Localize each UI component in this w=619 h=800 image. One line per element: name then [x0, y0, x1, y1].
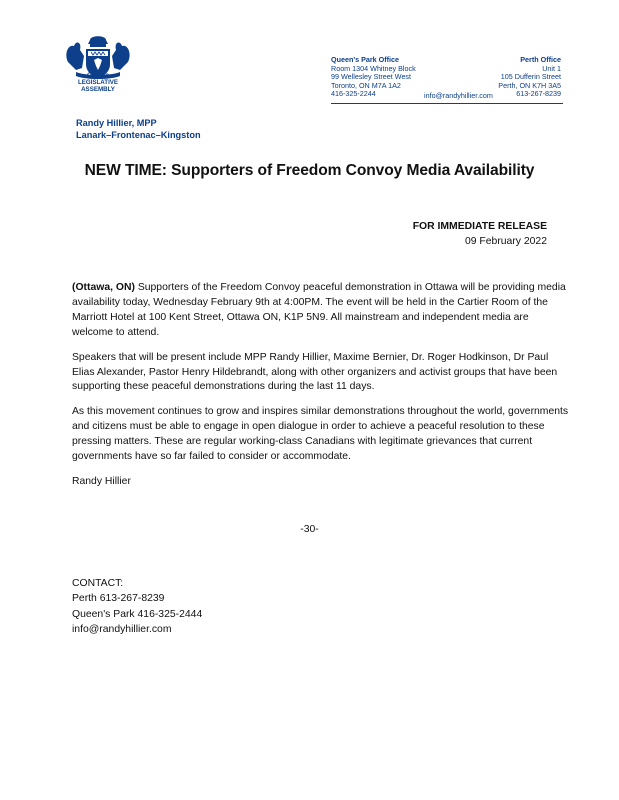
body-text [72, 281, 572, 500]
contact-email[interactable]: info@randyhillier.com [72, 623, 172, 635]
dateline: (Ottawa, ON) [72, 282, 135, 293]
perth-office [498, 56, 561, 99]
contact-label: CONTACT: [72, 578, 124, 589]
office-line: 613-267-8239 [516, 89, 561, 99]
office-line: Toronto, ON M7A 1A2 [331, 80, 401, 90]
office-heading: Queen's Park Office [331, 55, 400, 64]
office-line: Perth, ON K7H 3A5 [498, 80, 561, 90]
mpp-riding: Lanark–Frontenac–Kingston [76, 130, 201, 140]
release-block [413, 219, 547, 249]
office-line: 105 Dufferin Street [500, 72, 561, 82]
assembly-line: ASSEMBLY [81, 86, 115, 93]
paragraph [72, 281, 572, 341]
mpp-block [76, 117, 201, 141]
office-line: 416-325-2244 [331, 89, 376, 99]
letterhead-email[interactable]: info@randyhillier.com [424, 90, 493, 100]
letterhead-rule [331, 103, 563, 104]
office-heading: Perth Office [520, 55, 561, 64]
office-line: Unit 1 [542, 63, 561, 73]
office-line: Room 1304 Whitney Block [331, 63, 416, 73]
signature: Randy Hillier [72, 475, 131, 487]
office-line: 99 Wellesley Street West [331, 72, 412, 82]
paragraph-text: Supporters of the Freedom Convoy peaceful demonstration in Ottawa will be providing media availability today, Wednesday February 9th at 4:00PM. The event will be held in the Cartier Room of the Marriott Hotel at 100 Kent Street, Ottawa ON, K1P 5N9. All mainstream and independent media are welcome to attend. [72, 282, 566, 338]
release-date: 09 February 2022 [464, 236, 547, 247]
release-label: FOR IMMEDIATE RELEASE [412, 221, 547, 232]
assembly-line: Ontario [86, 72, 109, 79]
queens-park-office [331, 56, 416, 99]
mpp-name: Randy Hillier, MPP [76, 118, 157, 128]
page-title: NEW TIME: Supporters of Freedom Convoy Media Availability [84, 162, 535, 179]
assembly-name [58, 72, 138, 93]
contact-line: Queen's Park 416-325-2444 [72, 608, 203, 620]
contact-line: Perth 613-267-8239 [72, 593, 165, 605]
assembly-line: LEGISLATIVE [77, 79, 119, 86]
contact-block [72, 576, 202, 637]
end-mark: -30- [300, 524, 319, 535]
paragraph: As this movement continues to grow and inspires similar demonstrations throughout the world, governments and citizens must be able to engage in open dialogue in order to achieve a peaceful resolution to these pressing matters. These are regular working-class Canadians with legitimate grievances that current governments have so far failed to consider or accommodate. [72, 406, 569, 463]
paragraph: Speakers that will be present include MPP Randy Hillier, Maxime Bernier, Dr. Roger Hodkinson, Dr Paul Elias Alexander, Pastor Henry Hildebrandt, along with other organizers and activist groups that have been supporting these peaceful demonstrations during the last 11 days. [72, 351, 558, 393]
